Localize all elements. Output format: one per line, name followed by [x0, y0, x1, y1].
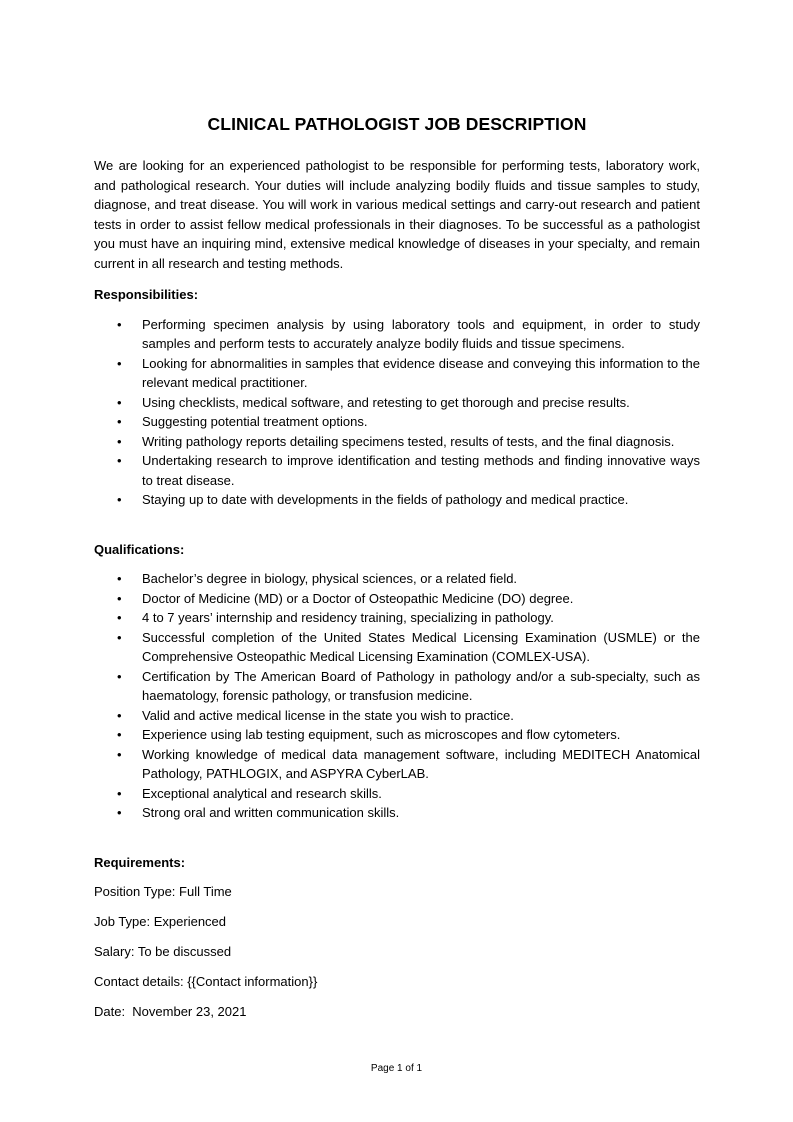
list-item — [94, 490, 700, 510]
bullet-icon: • — [117, 433, 122, 449]
list-item — [94, 803, 700, 823]
list-item-text: Exceptional analytical and research skills. — [142, 785, 382, 801]
bullet-icon: • — [117, 668, 122, 684]
qualifications-list — [94, 569, 700, 823]
bullet-icon: • — [117, 453, 122, 468]
list-item — [94, 354, 700, 393]
document-title: CLINICAL PATHOLOGIST JOB DESCRIPTION — [207, 114, 587, 134]
list-item — [94, 569, 700, 589]
bullet-icon: • — [117, 394, 122, 410]
list-item-text: Bachelor’s degree in biology, physical sciences, or a related field. — [142, 571, 518, 586]
position-type: Position Type: Full Time — [94, 884, 232, 899]
date: Date: November 23, 2021 — [94, 1004, 247, 1019]
bullet-icon: • — [117, 492, 122, 507]
list-item — [94, 589, 700, 609]
job-type: Job Type: Experienced — [94, 914, 227, 929]
qualifications-heading: Qualifications: — [94, 541, 185, 557]
list-item — [94, 608, 700, 628]
list-item — [94, 725, 700, 745]
list-item-text: 4 to 7 years’ internship and residency training, specializing in pathology. — [142, 610, 554, 625]
intro-paragraph: We are looking for an experienced pathologist to be responsible for performing tests, laboratory work, and pathological research. Your duties will include analyzing bodily fluids and tissue samples to study, diagnose, and treat disease. You will work in various medical settings and carry-out research and patient tests in order to assist fellow medical professionals in their diagnoses. To be successful as a pathologist you must have an inquiring mind, extensive medical knowledge of diseases in your specialty, and remain current in all research and testing methods. — [94, 158, 700, 271]
section-spacer — [94, 823, 700, 853]
responsibilities-list — [94, 315, 700, 510]
list-item-text: Undertaking research to improve identification and testing methods and finding innovative ways to treat disease. — [142, 453, 700, 488]
list-item-text: Performing specimen analysis by using laboratory tools and equipment, in order to study samples and perform tests to accurately analyze bodily fluids and tissue specimens. — [142, 316, 700, 351]
page-number-footer: Page 1 of 1 — [370, 1063, 423, 1074]
list-item — [94, 432, 700, 452]
list-item-text: Using checklists, medical software, and retesting to get thorough and precise results. — [142, 394, 630, 410]
bullet-icon: • — [117, 727, 122, 742]
list-item-text: Suggesting potential treatment options. — [142, 414, 368, 429]
bullet-icon: • — [117, 610, 122, 625]
bullet-icon: • — [117, 590, 122, 606]
list-item — [94, 784, 700, 804]
list-item — [94, 412, 700, 432]
list-item-text: Valid and active medical license in the state you wish to practice. — [142, 707, 514, 723]
document-body — [94, 113, 700, 1032]
list-item-text: Successful completion of the United States Medical Licensing Examination (USMLE) or the Comprehensive Osteopathic Medical Licensing Examination (COMLEX-USA). — [142, 629, 700, 664]
list-item-text: Looking for abnormalities in samples that evidence disease and conveying this information to the relevant medical practitioner. — [142, 355, 700, 390]
list-item — [94, 393, 700, 413]
list-item-text: Writing pathology reports detailing specimens tested, results of tests, and the final diagnosis. — [142, 433, 675, 449]
section-spacer — [94, 510, 700, 540]
contact-details: Contact details: {{Contact information}} — [94, 974, 318, 989]
requirements-heading: Requirements: — [94, 854, 186, 870]
bullet-icon: • — [117, 707, 122, 723]
salary: Salary: To be discussed — [94, 944, 232, 959]
bullet-icon: • — [117, 316, 122, 332]
bullet-icon: • — [117, 785, 122, 801]
bullet-icon: • — [117, 746, 122, 762]
list-item — [94, 451, 700, 490]
list-item-text: Strong oral and written communication skills. — [142, 805, 400, 820]
bullet-icon: • — [117, 355, 122, 371]
list-item-text: Doctor of Medicine (MD) or a Doctor of Osteopathic Medicine (DO) degree. — [142, 590, 574, 606]
list-item-text: Experience using lab testing equipment, such as microscopes and flow cytometers. — [142, 727, 621, 742]
list-item — [94, 745, 700, 784]
responsibilities-heading: Responsibilities: — [94, 287, 199, 302]
list-item-text: Working knowledge of medical data management software, including MEDITECH Anatomical Pathology, PATHLOGIX, and ASPYRA CyberLAB. — [142, 746, 700, 781]
list-item-text: Certification by The American Board of Pathology in pathology and/or a sub-specialty, such as haematology, forensic pathology, or transfusion medicine. — [142, 668, 700, 703]
list-item — [94, 628, 700, 667]
list-item — [94, 315, 700, 354]
bullet-icon: • — [117, 629, 122, 645]
list-item — [94, 706, 700, 726]
bullet-icon: • — [117, 805, 122, 820]
bullet-icon: • — [117, 414, 122, 429]
list-item-text: Staying up to date with developments in the fields of pathology and medical practice. — [142, 492, 629, 507]
list-item — [94, 667, 700, 706]
bullet-icon: • — [117, 571, 122, 586]
